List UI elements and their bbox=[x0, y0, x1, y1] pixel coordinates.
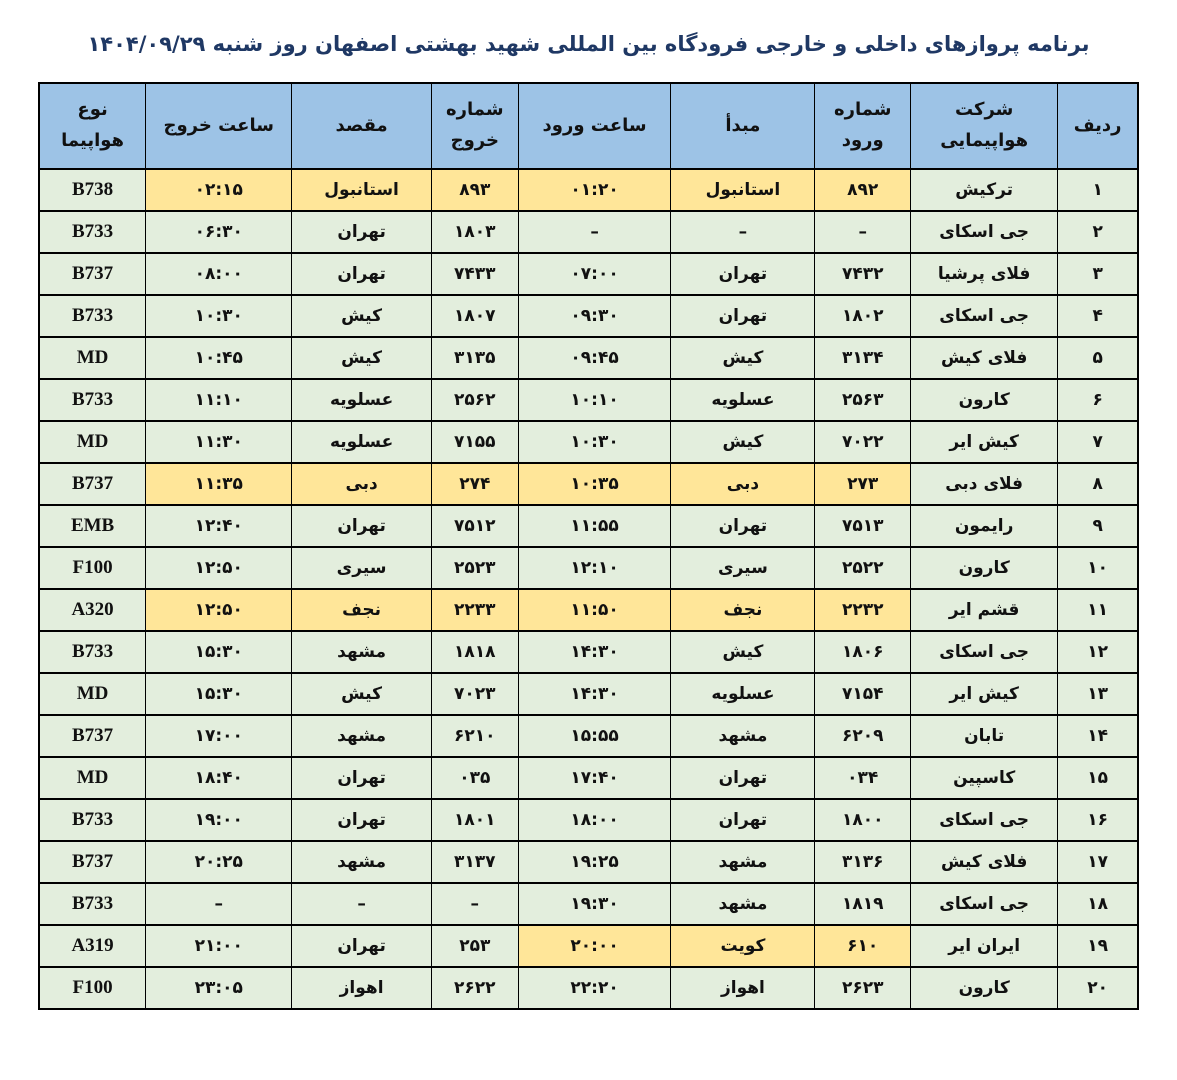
cell-aircraft: B737 bbox=[39, 253, 146, 295]
cell-arrival-time: ۱۴:۳۰ bbox=[518, 631, 671, 673]
cell-departure-time: ۲۱:۰۰ bbox=[146, 925, 292, 967]
cell-arrival-time: ۱۰:۱۰ bbox=[518, 379, 671, 421]
cell-arrival-no: ۷۰۲۲ bbox=[815, 421, 911, 463]
cell-arrival-no: ۳۱۳۴ bbox=[815, 337, 911, 379]
cell-airline: رایمون bbox=[911, 505, 1058, 547]
cell-departure-no: ۲۵۲۳ bbox=[431, 547, 518, 589]
col-header-departure-time: ساعت خروج bbox=[146, 83, 292, 169]
cell-row: ۱۰ bbox=[1058, 547, 1138, 589]
cell-departure-time: ۱۵:۳۰ bbox=[146, 631, 292, 673]
cell-origin: کیش bbox=[671, 337, 815, 379]
cell-aircraft: A320 bbox=[39, 589, 146, 631]
cell-destination: عسلویه bbox=[292, 379, 432, 421]
table-row bbox=[39, 211, 1138, 253]
cell-departure-no: ۱۸۰۱ bbox=[431, 799, 518, 841]
cell-origin: تهران bbox=[671, 757, 815, 799]
table-row bbox=[39, 631, 1138, 673]
cell-aircraft: B737 bbox=[39, 463, 146, 505]
cell-origin: دبی bbox=[671, 463, 815, 505]
cell-departure-time: ۱۰:۴۵ bbox=[146, 337, 292, 379]
cell-aircraft: EMB bbox=[39, 505, 146, 547]
cell-arrival-time: ۱۱:۵۰ bbox=[518, 589, 671, 631]
cell-origin: تهران bbox=[671, 505, 815, 547]
table-row bbox=[39, 799, 1138, 841]
cell-destination: مشهد bbox=[292, 841, 432, 883]
cell-arrival-time: ۱۹:۲۵ bbox=[518, 841, 671, 883]
cell-origin: مشهد bbox=[671, 841, 815, 883]
cell-arrival-time: ۱۰:۳۰ bbox=[518, 421, 671, 463]
cell-airline: جی اسکای bbox=[911, 631, 1058, 673]
cell-arrival-no: ۷۱۵۴ bbox=[815, 673, 911, 715]
table-row bbox=[39, 337, 1138, 379]
col-header-row-number: ردیف bbox=[1058, 83, 1138, 169]
cell-origin: مشهد bbox=[671, 883, 815, 925]
cell-arrival-time: ۱۸:۰۰ bbox=[518, 799, 671, 841]
cell-origin: عسلویه bbox=[671, 673, 815, 715]
table-row bbox=[39, 169, 1138, 211]
table-row bbox=[39, 505, 1138, 547]
cell-row: ۷ bbox=[1058, 421, 1138, 463]
table-row bbox=[39, 589, 1138, 631]
cell-departure-no: ۱۸۱۸ bbox=[431, 631, 518, 673]
table-row bbox=[39, 547, 1138, 589]
col-header-arrival-number: شماره ورود bbox=[815, 83, 911, 169]
cell-arrival-time: ۱۹:۳۰ bbox=[518, 883, 671, 925]
cell-arrival-time: ۲۲:۲۰ bbox=[518, 967, 671, 1009]
cell-departure-no: ۷۱۵۵ bbox=[431, 421, 518, 463]
cell-aircraft: A319 bbox=[39, 925, 146, 967]
cell-departure-time: ۱۱:۳۵ bbox=[146, 463, 292, 505]
cell-airline: فلای دبی bbox=[911, 463, 1058, 505]
table-row bbox=[39, 757, 1138, 799]
cell-departure-no: ۳۱۳۵ bbox=[431, 337, 518, 379]
cell-departure-time: ۱۹:۰۰ bbox=[146, 799, 292, 841]
table-row bbox=[39, 967, 1138, 1009]
cell-arrival-no: ۷۵۱۳ bbox=[815, 505, 911, 547]
cell-destination: – bbox=[292, 883, 432, 925]
cell-aircraft: B733 bbox=[39, 379, 146, 421]
col-header-departure-number: شماره خروج bbox=[431, 83, 518, 169]
cell-destination: نجف bbox=[292, 589, 432, 631]
cell-departure-no: ۲۶۲۲ bbox=[431, 967, 518, 1009]
cell-arrival-no: ۲۵۶۳ bbox=[815, 379, 911, 421]
cell-departure-no: ۷۴۳۳ bbox=[431, 253, 518, 295]
cell-destination: تهران bbox=[292, 211, 432, 253]
cell-departure-time: ۱۱:۱۰ bbox=[146, 379, 292, 421]
cell-departure-no: ۰۳۵ bbox=[431, 757, 518, 799]
cell-departure-no: – bbox=[431, 883, 518, 925]
table-body bbox=[39, 169, 1138, 1009]
cell-arrival-no: ۲۲۳۲ bbox=[815, 589, 911, 631]
cell-aircraft: MD bbox=[39, 421, 146, 463]
cell-row: ۱۴ bbox=[1058, 715, 1138, 757]
cell-departure-time: ۱۸:۴۰ bbox=[146, 757, 292, 799]
table-row bbox=[39, 925, 1138, 967]
cell-departure-no: ۲۵۶۲ bbox=[431, 379, 518, 421]
cell-destination: تهران bbox=[292, 925, 432, 967]
cell-departure-no: ۱۸۰۷ bbox=[431, 295, 518, 337]
table-row bbox=[39, 253, 1138, 295]
cell-departure-time: ۱۷:۰۰ bbox=[146, 715, 292, 757]
cell-arrival-time: ۱۰:۳۵ bbox=[518, 463, 671, 505]
cell-arrival-no: ۸۹۲ bbox=[815, 169, 911, 211]
table-header-row bbox=[39, 83, 1138, 169]
cell-row: ۲۰ bbox=[1058, 967, 1138, 1009]
cell-airline: جی اسکای bbox=[911, 295, 1058, 337]
cell-aircraft: B737 bbox=[39, 841, 146, 883]
cell-destination: مشهد bbox=[292, 715, 432, 757]
cell-row: ۲ bbox=[1058, 211, 1138, 253]
cell-aircraft: F100 bbox=[39, 547, 146, 589]
cell-arrival-time: ۱۱:۵۵ bbox=[518, 505, 671, 547]
cell-origin: – bbox=[671, 211, 815, 253]
cell-departure-time: ۱۱:۳۰ bbox=[146, 421, 292, 463]
cell-destination: استانبول bbox=[292, 169, 432, 211]
cell-aircraft: MD bbox=[39, 757, 146, 799]
table-row bbox=[39, 379, 1138, 421]
cell-departure-no: ۱۸۰۳ bbox=[431, 211, 518, 253]
cell-destination: تهران bbox=[292, 253, 432, 295]
cell-arrival-time: ۲۰:۰۰ bbox=[518, 925, 671, 967]
cell-airline: فلای کیش bbox=[911, 337, 1058, 379]
cell-arrival-time: ۰۷:۰۰ bbox=[518, 253, 671, 295]
cell-aircraft: B733 bbox=[39, 631, 146, 673]
cell-origin: تهران bbox=[671, 799, 815, 841]
cell-arrival-time: ۱۴:۳۰ bbox=[518, 673, 671, 715]
cell-origin: عسلویه bbox=[671, 379, 815, 421]
cell-row: ۱۸ bbox=[1058, 883, 1138, 925]
cell-departure-time: ۰۸:۰۰ bbox=[146, 253, 292, 295]
cell-departure-no: ۲۷۴ bbox=[431, 463, 518, 505]
col-header-arrival-time: ساعت ورود bbox=[518, 83, 671, 169]
cell-departure-time: ۱۰:۳۰ bbox=[146, 295, 292, 337]
cell-destination: کیش bbox=[292, 673, 432, 715]
cell-arrival-no: – bbox=[815, 211, 911, 253]
cell-airline: کیش ایر bbox=[911, 673, 1058, 715]
cell-row: ۹ bbox=[1058, 505, 1138, 547]
cell-departure-time: ۱۲:۵۰ bbox=[146, 589, 292, 631]
cell-departure-no: ۷۰۲۳ bbox=[431, 673, 518, 715]
cell-departure-no: ۷۵۱۲ bbox=[431, 505, 518, 547]
cell-origin: مشهد bbox=[671, 715, 815, 757]
cell-departure-time: ۱۵:۳۰ bbox=[146, 673, 292, 715]
cell-destination: کیش bbox=[292, 337, 432, 379]
cell-arrival-no: ۱۸۱۹ bbox=[815, 883, 911, 925]
cell-row: ۱۶ bbox=[1058, 799, 1138, 841]
cell-airline: کاسپین bbox=[911, 757, 1058, 799]
flight-schedule-table bbox=[38, 82, 1139, 1010]
cell-destination: تهران bbox=[292, 757, 432, 799]
cell-origin: تهران bbox=[671, 253, 815, 295]
cell-aircraft: B737 bbox=[39, 715, 146, 757]
cell-arrival-time: ۰۹:۴۵ bbox=[518, 337, 671, 379]
cell-arrival-time: ۱۵:۵۵ bbox=[518, 715, 671, 757]
cell-arrival-no: ۶۱۰ bbox=[815, 925, 911, 967]
table-row bbox=[39, 715, 1138, 757]
cell-arrival-no: ۱۸۰۰ bbox=[815, 799, 911, 841]
cell-row: ۴ bbox=[1058, 295, 1138, 337]
cell-origin: نجف bbox=[671, 589, 815, 631]
cell-origin: کیش bbox=[671, 421, 815, 463]
cell-destination: کیش bbox=[292, 295, 432, 337]
cell-airline: ترکیش bbox=[911, 169, 1058, 211]
cell-origin: اهواز bbox=[671, 967, 815, 1009]
cell-arrival-no: ۲۷۳ bbox=[815, 463, 911, 505]
cell-aircraft: MD bbox=[39, 337, 146, 379]
cell-destination: اهواز bbox=[292, 967, 432, 1009]
cell-arrival-no: ۷۴۳۲ bbox=[815, 253, 911, 295]
table-row bbox=[39, 673, 1138, 715]
cell-departure-no: ۶۲۱۰ bbox=[431, 715, 518, 757]
cell-origin: استانبول bbox=[671, 169, 815, 211]
cell-arrival-no: ۲۶۲۳ bbox=[815, 967, 911, 1009]
cell-aircraft: B733 bbox=[39, 883, 146, 925]
cell-row: ۶ bbox=[1058, 379, 1138, 421]
cell-airline: فلای کیش bbox=[911, 841, 1058, 883]
cell-airline: کارون bbox=[911, 379, 1058, 421]
cell-row: ۱۹ bbox=[1058, 925, 1138, 967]
cell-departure-time: ۲۰:۲۵ bbox=[146, 841, 292, 883]
cell-row: ۱۱ bbox=[1058, 589, 1138, 631]
cell-airline: جی اسکای bbox=[911, 883, 1058, 925]
cell-row: ۱ bbox=[1058, 169, 1138, 211]
cell-airline: ایران ایر bbox=[911, 925, 1058, 967]
table-row bbox=[39, 463, 1138, 505]
cell-row: ۱۵ bbox=[1058, 757, 1138, 799]
cell-destination: تهران bbox=[292, 505, 432, 547]
cell-arrival-time: ۰۹:۳۰ bbox=[518, 295, 671, 337]
cell-departure-time: – bbox=[146, 883, 292, 925]
cell-destination: مشهد bbox=[292, 631, 432, 673]
cell-row: ۱۷ bbox=[1058, 841, 1138, 883]
cell-arrival-no: ۳۱۳۶ bbox=[815, 841, 911, 883]
cell-aircraft: B733 bbox=[39, 799, 146, 841]
cell-aircraft: B733 bbox=[39, 295, 146, 337]
cell-row: ۱۳ bbox=[1058, 673, 1138, 715]
cell-destination: سیری bbox=[292, 547, 432, 589]
cell-airline: فلای پرشیا bbox=[911, 253, 1058, 295]
cell-row: ۸ bbox=[1058, 463, 1138, 505]
cell-airline: تابان bbox=[911, 715, 1058, 757]
cell-departure-time: ۲۳:۰۵ bbox=[146, 967, 292, 1009]
cell-airline: کیش ایر bbox=[911, 421, 1058, 463]
cell-arrival-time: – bbox=[518, 211, 671, 253]
cell-airline: قشم ایر bbox=[911, 589, 1058, 631]
cell-arrival-no: ۱۸۰۶ bbox=[815, 631, 911, 673]
table-row bbox=[39, 883, 1138, 925]
cell-arrival-time: ۱۷:۴۰ bbox=[518, 757, 671, 799]
cell-aircraft: F100 bbox=[39, 967, 146, 1009]
cell-origin: کویت bbox=[671, 925, 815, 967]
cell-aircraft: MD bbox=[39, 673, 146, 715]
col-header-origin: مبدأ bbox=[671, 83, 815, 169]
cell-departure-time: ۰۶:۳۰ bbox=[146, 211, 292, 253]
cell-row: ۳ bbox=[1058, 253, 1138, 295]
table-row bbox=[39, 421, 1138, 463]
cell-aircraft: B738 bbox=[39, 169, 146, 211]
table-row bbox=[39, 295, 1138, 337]
cell-origin: سیری bbox=[671, 547, 815, 589]
cell-arrival-time: ۱۲:۱۰ bbox=[518, 547, 671, 589]
cell-arrival-no: ۱۸۰۲ bbox=[815, 295, 911, 337]
cell-departure-time: ۱۲:۴۰ bbox=[146, 505, 292, 547]
col-header-airline: شرکت هواپیمایی bbox=[911, 83, 1058, 169]
cell-departure-no: ۳۱۳۷ bbox=[431, 841, 518, 883]
cell-departure-time: ۱۲:۵۰ bbox=[146, 547, 292, 589]
cell-destination: عسلویه bbox=[292, 421, 432, 463]
cell-airline: جی اسکای bbox=[911, 799, 1058, 841]
cell-airline: جی اسکای bbox=[911, 211, 1058, 253]
cell-departure-time: ۰۲:۱۵ bbox=[146, 169, 292, 211]
cell-arrival-no: ۶۲۰۹ bbox=[815, 715, 911, 757]
cell-departure-no: ۲۲۳۳ bbox=[431, 589, 518, 631]
col-header-destination: مقصد bbox=[292, 83, 432, 169]
cell-destination: دبی bbox=[292, 463, 432, 505]
cell-destination: تهران bbox=[292, 799, 432, 841]
cell-aircraft: B733 bbox=[39, 211, 146, 253]
cell-arrival-time: ۰۱:۲۰ bbox=[518, 169, 671, 211]
col-header-aircraft-type: نوع هواپیما bbox=[39, 83, 146, 169]
table-row bbox=[39, 841, 1138, 883]
cell-arrival-no: ۰۳۴ bbox=[815, 757, 911, 799]
cell-row: ۵ bbox=[1058, 337, 1138, 379]
cell-departure-no: ۲۵۳ bbox=[431, 925, 518, 967]
cell-airline: کارون bbox=[911, 967, 1058, 1009]
cell-arrival-no: ۲۵۲۲ bbox=[815, 547, 911, 589]
cell-row: ۱۲ bbox=[1058, 631, 1138, 673]
cell-origin: کیش bbox=[671, 631, 815, 673]
cell-departure-no: ۸۹۳ bbox=[431, 169, 518, 211]
page-title: برنامه پروازهای داخلی و خارجی فرودگاه بین المللی شهید بهشتی اصفهان روز شنبه ۱۴۰۴/۰۹/۲۹ bbox=[87, 32, 1090, 56]
cell-origin: تهران bbox=[671, 295, 815, 337]
cell-airline: کارون bbox=[911, 547, 1058, 589]
